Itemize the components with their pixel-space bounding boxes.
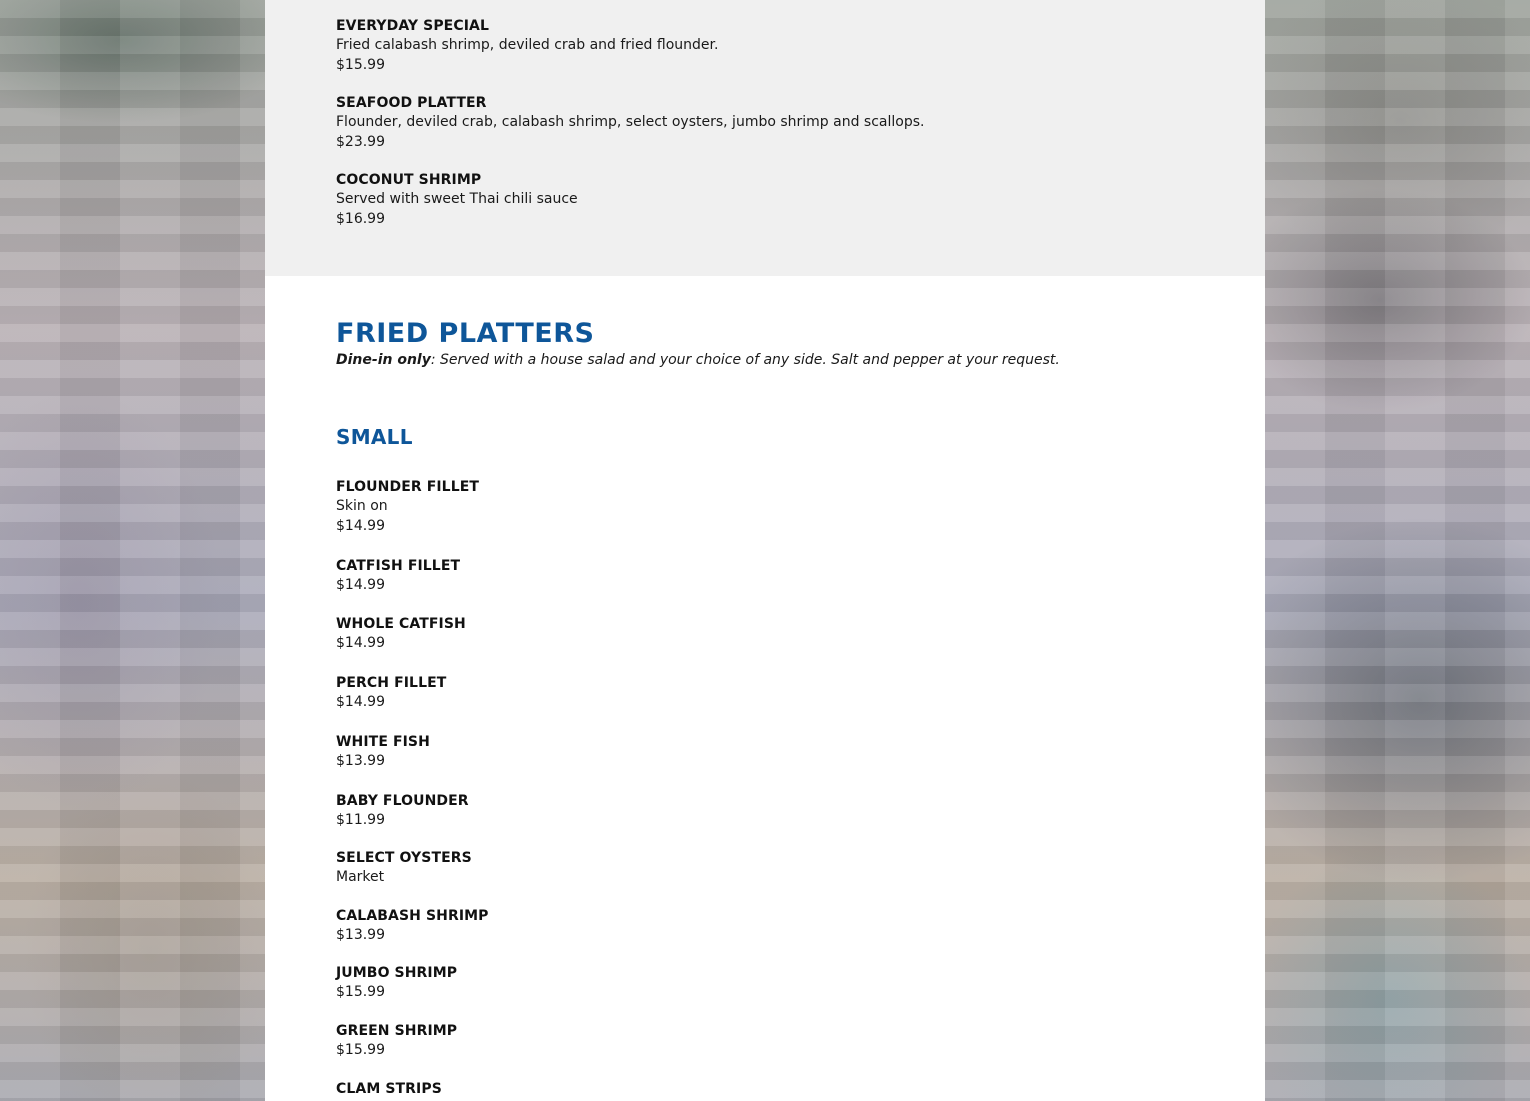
item-name: CALABASH SHRIMP <box>336 908 489 924</box>
section-note-lead: Dine-in only <box>336 352 431 368</box>
item-price: $23.99 <box>336 133 385 150</box>
background-photo-left <box>0 0 265 1101</box>
item-price: $15.99 <box>336 984 385 1000</box>
item-description: Flounder, deviled crab, calabash shrimp, select oysters, jumbo shrimp and scallops. <box>336 114 925 130</box>
menu-item <box>336 849 472 888</box>
section-note-text: : Served with a house salad and your choice of any side. Salt and pepper at your request. <box>430 352 1060 368</box>
menu-item <box>336 17 718 75</box>
specials-section <box>265 0 1265 276</box>
subsection-title: SMALL <box>336 425 413 449</box>
item-name: JUMBO SHRIMP <box>336 965 458 981</box>
section-title: FRIED PLATTERS <box>336 318 595 349</box>
item-name: PERCH FILLET <box>336 675 447 691</box>
menu-item <box>336 615 466 654</box>
item-price: Market <box>336 869 385 885</box>
menu-item <box>336 1080 442 1099</box>
menu-item <box>336 792 469 831</box>
menu-page <box>265 0 1265 1101</box>
item-description: Skin on <box>336 498 388 514</box>
menu-item <box>336 171 578 229</box>
item-name: FLOUNDER FILLET <box>336 479 480 495</box>
item-price: $14.99 <box>336 517 385 534</box>
item-price: $13.99 <box>336 753 385 769</box>
item-price: $15.99 <box>336 56 385 73</box>
item-name: WHITE FISH <box>336 734 430 750</box>
item-price: $14.99 <box>336 577 385 593</box>
item-name: CATFISH FILLET <box>336 558 461 574</box>
menu-item <box>336 557 460 596</box>
item-description: Served with sweet Thai chili sauce <box>336 191 578 207</box>
item-name: SEAFOOD PLATTER <box>336 95 487 111</box>
item-price: $13.99 <box>336 927 385 943</box>
item-name: WHOLE CATFISH <box>336 616 466 632</box>
item-name: SELECT OYSTERS <box>336 850 472 866</box>
item-price: $16.99 <box>336 210 385 227</box>
menu-item <box>336 478 479 536</box>
item-price: $11.99 <box>336 812 385 828</box>
menu-item <box>336 1022 457 1061</box>
menu-item <box>336 964 457 1003</box>
item-price: $14.99 <box>336 635 385 651</box>
item-name: EVERYDAY SPECIAL <box>336 18 489 34</box>
section-note <box>336 352 1060 368</box>
menu-item <box>336 907 489 946</box>
item-name: COCONUT SHRIMP <box>336 172 482 188</box>
item-name: GREEN SHRIMP <box>336 1023 458 1039</box>
item-name: BABY FLOUNDER <box>336 793 469 809</box>
item-description: Fried calabash shrimp, deviled crab and fried flounder. <box>336 37 719 53</box>
item-name: CLAM STRIPS <box>336 1081 442 1097</box>
item-price: $14.99 <box>336 694 385 710</box>
menu-item <box>336 94 924 152</box>
background-photo-right <box>1265 0 1530 1101</box>
menu-item <box>336 733 430 772</box>
item-price: $15.99 <box>336 1042 385 1058</box>
menu-item <box>336 674 446 713</box>
